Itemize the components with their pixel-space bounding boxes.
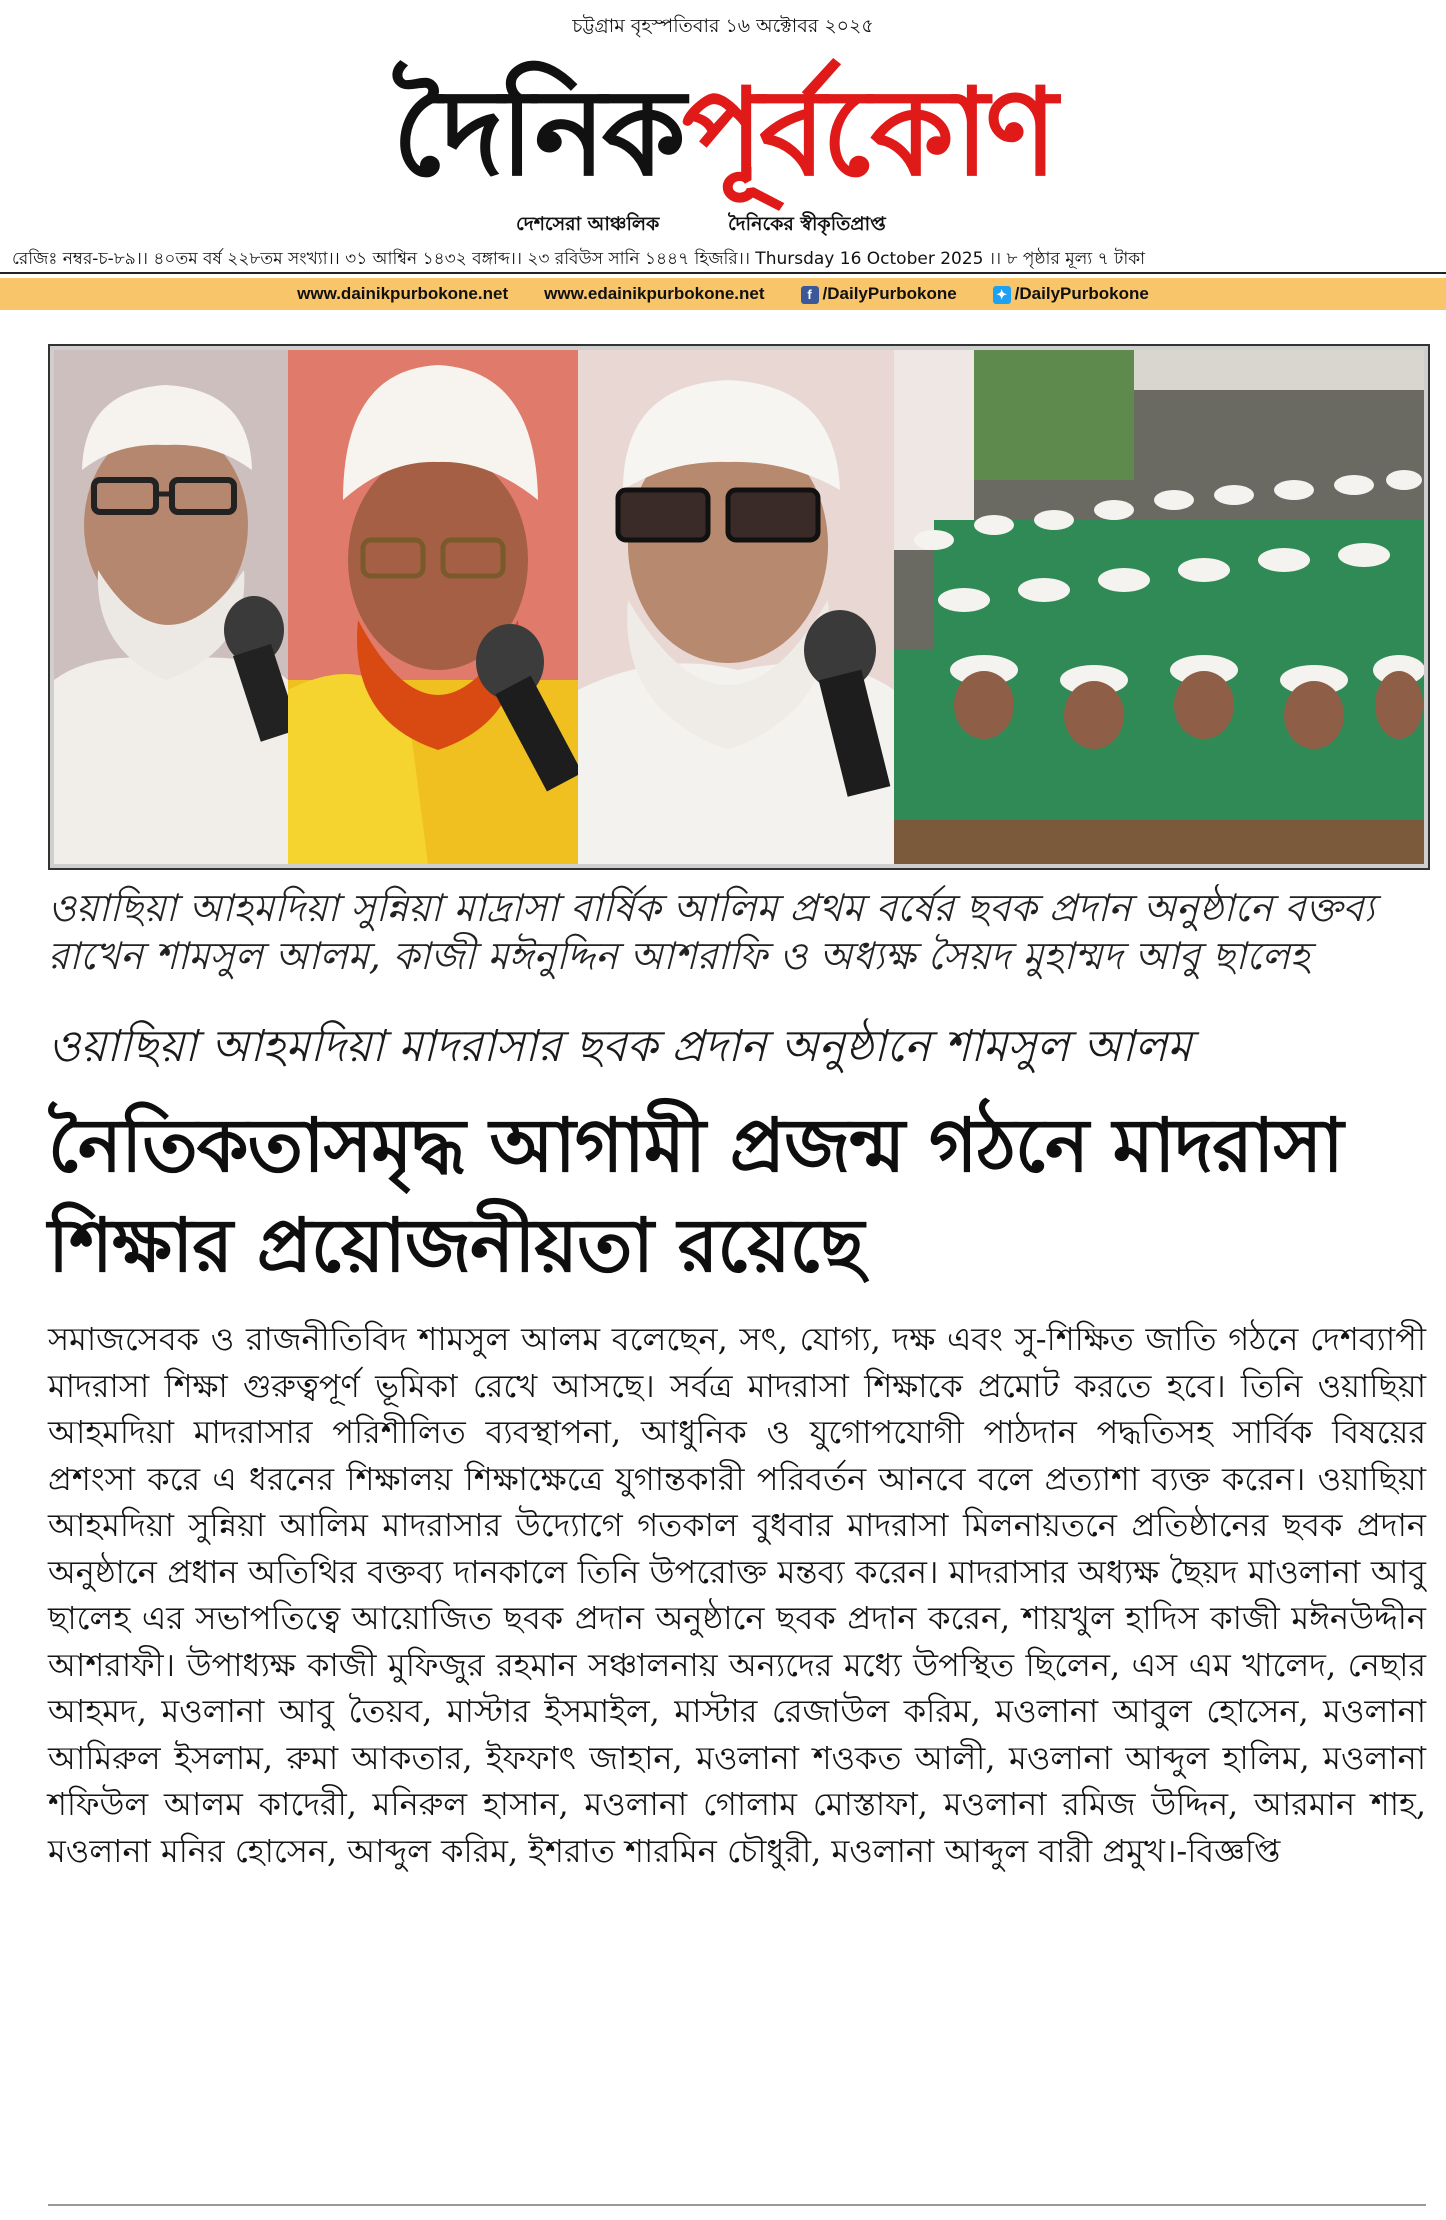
tagline-right: দৈনিকের স্বীকৃতিপ্রাপ্ত [728, 213, 886, 235]
photo-speaker-1 [54, 350, 288, 864]
dateline: চট্টগ্রাম বৃহস্পতিবার ১৬ অক্টোবর ২০২৫ [572, 15, 874, 37]
issue-info-line: রেজিঃ নম্বর-চ-৮৯।। ৪০তম বর্ষ ২২৮তম সংখ্যা।। ৩১ আশ্বিন ১৪৩২ বঙ্গাব্দ।। ২৩ রবিউস সানি ১৪৪৭ হিজরি।। Thursday 16 October 2025 ।। ৮ পৃষ্ঠার মূল্য ৭ টাকা [12, 249, 1146, 269]
news-photo [48, 344, 1430, 870]
article-body: সমাজসেবক ও রাজনীতিবিদ শামসুল আলম বলেছেন, সৎ, যোগ্য, দক্ষ এবং সু-শিক্ষিত জাতি গঠনে দেশব্যাপী মাদরাসা শিক্ষা গুরুত্বপূর্ণ ভূমিকা রেখে আসছে। সর্বত্র মাদরাসা শিক্ষাকে প্রমোট করতে হবে। তিনি ওয়াছিয়া আহমদিয়া মাদরাসার পরিশীলিত ব্যবস্থাপনা, আধুনিক ও যুগোপযোগী পাঠদান পদ্ধতিসহ সার্বিক বিষয়ের প্রশংসা করে এ ধরনের শিক্ষালয় শিক্ষাক্ষেত্রে যুগান্তকারী পরিবর্তন আনবে বলে প্রত্যাশা ব্যক্ত করেন। ওয়াছিয়া আহমদিয়া সুন্নিয়া আলিম মাদরাসার উদ্যোগে গতকাল বুধবার মাদরাসা মিলনায়তনে প্রতিষ্ঠানের ছবক প্রদান অনুষ্ঠানে প্রধান অতিথির বক্তব্য দানকালে তিনি উপরোক্ত মন্তব্য করেন। মাদরাসার অধ্যক্ষ ছৈয়দ মাওলানা আবু ছালেহ এর সভাপতিত্বে আয়োজিত ছবক প্রদান অনুষ্ঠানে ছবক প্রদান করেন, শায়খুল হাদিস কাজী মঈনউদ্দীন আশরাফী। উপাধ্যক্ষ কাজী মুফিজুর রহমান সঞ্চালনায় অন্যদের মধ্যে উপস্থিত ছিলেন, এস এম খালেদ, নেছার আহমদ, মওলানা আবু তৈয়ব, মাস্টার ইসমাইল, মাস্টার রেজাউল করিম, মওলানা আবুল হোসেন, মওলানা আমিরুল ইসলাম, রুমা আকতার, ইফফাৎ জাহান, মওলানা শওকত আলী, মওলানা আব্দুল হালিম, মওলানা শফিউল আলম কাদেরী, মনিরুল হাসান, মওলানা গোলাম মোস্তাফা, মওলানা রমিজ উদ্দিন, আরমান শাহ, মওলানা মনির হোসেন, আব্দুল করিম, ইশরাত শারমিন চৌধুরী, মওলানা আব্দুল বারী প্রমুখ।-বিজ্ঞপ্তি [48, 1320, 1426, 1870]
article-kicker: ওয়াছিয়া আহমদিয়া মাদরাসার ছবক প্রদান অনুষ্ঠানে শামসুল আলম [48, 1021, 1192, 1072]
facebook-link[interactable] [801, 284, 957, 304]
photo-students [894, 350, 1424, 864]
bottom-rule [48, 2204, 1426, 2206]
twitter-handle: /DailyPurbokone [1014, 284, 1149, 303]
photo-speaker-2 [288, 350, 578, 864]
twitter-link[interactable] [993, 284, 1149, 304]
photo-speaker-3 [578, 350, 894, 864]
tagline-left: দেশসেরা আঞ্চলিক [516, 213, 660, 235]
facebook-handle: /DailyPurbokone [822, 284, 957, 303]
masthead-rule [0, 272, 1446, 274]
logo-purbokone: পূর্বকোণ [681, 62, 1054, 203]
website-link[interactable]: www.dainikpurbokone.net [297, 284, 509, 303]
facebook-icon: f [801, 286, 819, 304]
photo-caption: ওয়াছিয়া আহমদিয়া সুন্নিয়া মাদ্রাসা বার্ষিক আলিম প্রথম বর্ষের ছবক প্রদান অনুষ্ঠানে বক্তব্য রাখেন শামসুল আলম, কাজী মঈনুদ্দিন আশরাফি ও অধ্যক্ষ সৈয়দ মুহাম্মদ আবু ছালেহ [48, 886, 1375, 978]
newspaper-logo [0, 40, 1446, 241]
masthead [0, 0, 1446, 303]
twitter-icon: ✦ [993, 286, 1011, 304]
article-headline: নৈতিকতাসমৃদ্ধ আগামী প্রজন্ম গঠনে মাদরাসা শিক্ষার প্রয়োজনীয়তা রয়েছে [48, 1103, 1343, 1289]
epaper-link[interactable]: www.edainikpurbokone.net [544, 284, 765, 303]
logo-dainik: দৈনিক [392, 62, 682, 203]
web-links-bar [0, 278, 1446, 310]
